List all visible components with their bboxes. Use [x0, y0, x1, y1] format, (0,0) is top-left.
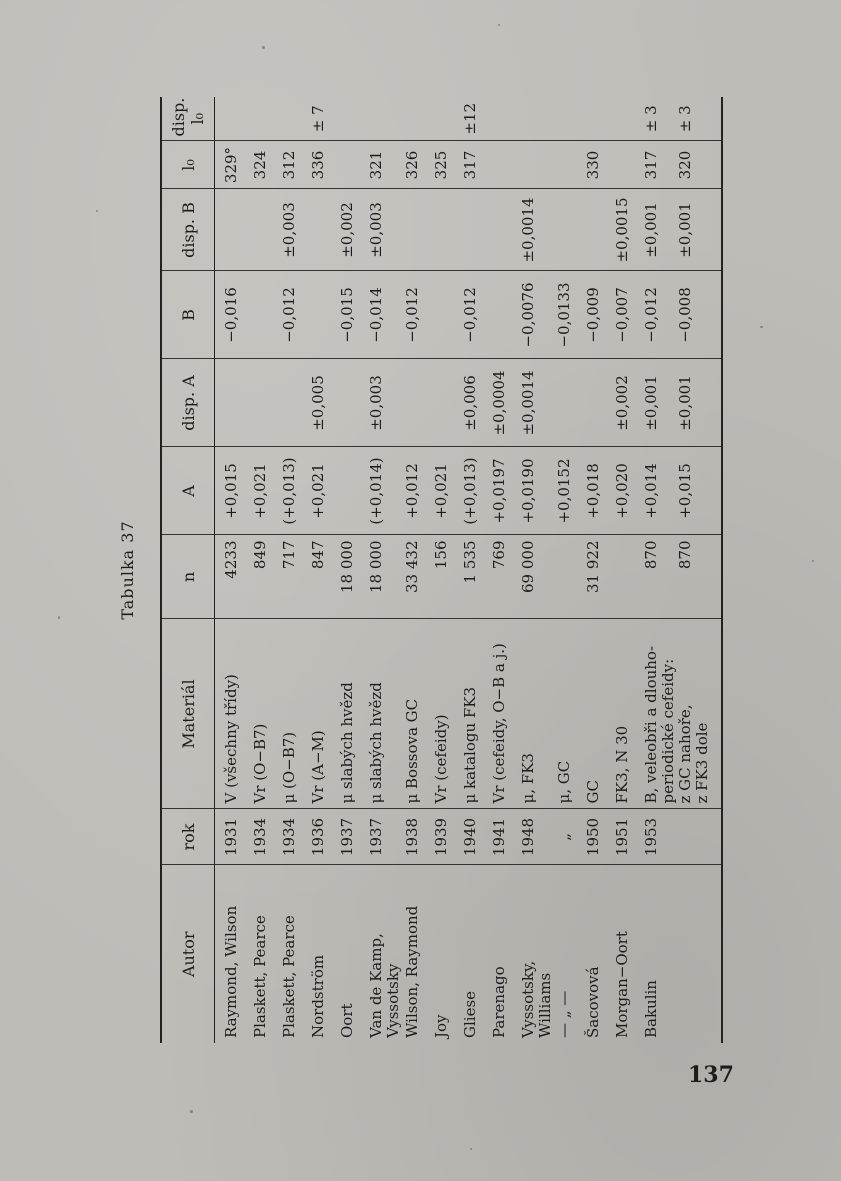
table-cell-dispb [555, 189, 584, 271]
table-cell-dispa: ±0,003 [367, 359, 403, 447]
table-cell-autor: Nordström [309, 865, 338, 1043]
table-cell-material: Vr (O−B7) [251, 619, 280, 809]
table-cell-l0 [338, 141, 367, 189]
table-cell-dispa: ±0,001 ±0,001 [642, 359, 722, 447]
table-cell-material: Vr (A−M) [309, 619, 338, 809]
table-cell-n: 769 [490, 535, 519, 619]
table-cell-n [555, 535, 584, 619]
table-cell-dispa [338, 359, 367, 447]
table-cell-material: μ slabých hvězd [367, 619, 403, 809]
table-cell-l0: 325 [432, 141, 461, 189]
table-cell-dispa [251, 359, 280, 447]
table-cell-material: FK3, N 30 [613, 619, 642, 809]
table-cell-n: 18 000 [338, 535, 367, 619]
table-cell-dispb: ±0,003 [280, 189, 309, 271]
table-cell-b: −0,012 [403, 271, 432, 359]
table-cell-displ0 [251, 97, 280, 141]
table-cell-n: 849 [251, 535, 280, 619]
table-cell-b [309, 271, 338, 359]
column-header: n [161, 535, 215, 619]
table-cell-l0 [519, 141, 555, 189]
table-cell-n: 870 870 [642, 535, 722, 619]
table-cell-dispb: ±0,0014 [519, 189, 555, 271]
table-cell-dispa [280, 359, 309, 447]
table-cell-n: 18 000 [367, 535, 403, 619]
table-cell-dispb: ±0,0015 [613, 189, 642, 271]
column-header: disp. B [161, 189, 215, 271]
table-cell-material: V (všechny třídy) [215, 619, 252, 809]
table-cell-dispa: ±0,002 [613, 359, 642, 447]
table-cell-b: −0,016 [215, 271, 252, 359]
table-row [555, 97, 584, 1043]
table-cell-b [432, 271, 461, 359]
table-cell-a: (+0,014) [367, 447, 403, 535]
table-cell-displ0: ±12 [461, 102, 479, 135]
table-cell-n: 717 [280, 535, 309, 619]
table-cell-dispa: ±0,005 [309, 359, 338, 447]
table-cell-b: −0,012 [461, 271, 490, 359]
table-cell-dispa: ±0,0004 [490, 359, 519, 447]
table-cell-displ0 [584, 97, 613, 141]
table-row [613, 97, 642, 1043]
table-cell-dispa [215, 359, 252, 447]
table-cell-rok: 1950 [584, 809, 613, 865]
table-cell-displ0 [403, 97, 432, 141]
table-cell-a: +0,021 [432, 447, 461, 535]
table-cell-a [338, 447, 367, 535]
table-cell-autor: Plaskett, Pearce [280, 865, 309, 1043]
table-row [642, 97, 722, 1043]
table-cell-a: +0,0152 [555, 447, 584, 535]
table-row [490, 97, 519, 1043]
table-cell-a: +0,014 +0,015 [642, 447, 722, 535]
table-cell-autor: Gliese [461, 865, 490, 1043]
table-cell-a: +0,021 [251, 447, 280, 535]
table-cell-dispb: ±0,002 [338, 189, 367, 271]
table-cell-l0: 312 [280, 141, 309, 189]
table-cell-l0: 329° [215, 141, 252, 189]
table-cell-rok: 1937 [338, 809, 367, 865]
table-cell-n [613, 535, 642, 619]
table-cell-a: (+0,013) [280, 447, 309, 535]
table-row [403, 97, 432, 1043]
table-cell-autor: Joy [432, 865, 461, 1043]
table-cell-autor: Oort [338, 865, 367, 1043]
table-cell-a: +0,021 [309, 447, 338, 535]
table-cell-n: 33 432 [403, 535, 432, 619]
column-header: B [161, 271, 215, 359]
table-cell-material: μ, FK3 [519, 619, 555, 809]
table-cell-b: −0,015 [338, 271, 367, 359]
table-cell-l0 [490, 141, 519, 189]
table-row [280, 97, 309, 1043]
column-header: disp. A [161, 359, 215, 447]
table-cell-displ0 [432, 97, 461, 141]
table-cell-autor: Šacovová [584, 865, 613, 1043]
table-cell-displ0 [490, 97, 519, 141]
table-cell-rok: 1931 [215, 809, 252, 865]
table-cell-rok: 1940 [461, 809, 490, 865]
table-cell-dispa [555, 359, 584, 447]
table-row [432, 97, 461, 1043]
table-cell-n: 4233 [215, 535, 252, 619]
table-cell-material: μ (O−B7) [280, 619, 309, 809]
table-cell-displ0: ± 7 [309, 105, 327, 133]
column-header: rok [161, 809, 215, 865]
table-cell-autor: Wilson, Raymond [403, 865, 432, 1043]
column-header: disp. l₀ [161, 97, 215, 141]
table-cell-dispb [403, 189, 432, 271]
table-cell-b: −0,007 [613, 271, 642, 359]
table-cell-material: GC [584, 619, 613, 809]
table-cell-rok: 1951 [613, 809, 642, 865]
table-cell-n: 69 000 [519, 535, 555, 619]
table-row [309, 97, 338, 1043]
table-cell-displ0 [613, 97, 642, 141]
table-cell-b: −0,0076 [519, 271, 555, 359]
table-cell-dispb: ±0,001 ±0,001 [642, 189, 722, 271]
table-cell-autor: Plaskett, Pearce [251, 865, 280, 1043]
data-table [160, 97, 723, 1043]
table-cell-material: B, veleobři a dlouho- periodické cefeidy: z GC nahoře, z FK3 dole [642, 619, 722, 809]
table-cell-l0: 317 320 [642, 141, 722, 189]
table-cell-rok: 1938 [403, 809, 432, 865]
table-cell-l0: 330 [584, 141, 613, 189]
table-row [251, 97, 280, 1043]
table-cell-dispb [584, 189, 613, 271]
table-cell-material: μ Bossova GC [403, 619, 432, 809]
column-header: Materiál [161, 619, 215, 809]
table-cell-rok: 1948 [519, 809, 555, 865]
table-cell-rok: 1937 [367, 809, 403, 865]
table-row [338, 97, 367, 1043]
table-cell-displ0 [338, 97, 367, 141]
table-cell-dispb [461, 189, 490, 271]
table-cell-material: μ slabých hvězd [338, 619, 367, 809]
table-cell-displ0 [519, 97, 555, 141]
table-cell-n: 156 [432, 535, 461, 619]
column-header: Autor [161, 865, 215, 1043]
table-cell-dispb [490, 189, 519, 271]
table-cell-b: −0,012 [280, 271, 309, 359]
table-cell-n: 1 535 [461, 535, 490, 619]
table-cell-dispb [215, 189, 252, 271]
table-cell-rok: 1936 [309, 809, 338, 865]
column-header: A [161, 447, 215, 535]
table-cell-b [490, 271, 519, 359]
table-cell-n: 31 922 [584, 535, 613, 619]
table-cell-autor: — „ — [555, 865, 584, 1043]
table-cell-material: Vr (cefeidy, O−B a j.) [490, 619, 519, 809]
table-cell-dispb [309, 189, 338, 271]
page-number: 137 [688, 1062, 734, 1088]
table-cell-b: −0,0133 [555, 271, 584, 359]
table-cell-dispa: ±0,0014 [519, 359, 555, 447]
table-cell-rok: 1953 [642, 809, 722, 865]
table-cell-a: +0,0197 [490, 447, 519, 535]
table-cell-b [251, 271, 280, 359]
table-cell-dispb [251, 189, 280, 271]
table-cell-displ0 [555, 97, 584, 141]
table-row [367, 97, 403, 1043]
table-cell-dispa [584, 359, 613, 447]
table-cell-a: +0,015 [215, 447, 252, 535]
table-cell-dispa [403, 359, 432, 447]
table-cell-l0: 317 [461, 141, 490, 189]
table-cell-l0 [555, 141, 584, 189]
table-cell-dispa [432, 359, 461, 447]
table-cell-autor: Bakulin [642, 865, 722, 1043]
table-cell-rok: „ [555, 809, 584, 865]
table-cell-b: −0,014 [367, 271, 403, 359]
table-cell-l0: 321 [367, 141, 403, 189]
table-row [461, 97, 490, 1043]
table-cell-a: +0,012 [403, 447, 432, 535]
table-cell-displ0 [215, 97, 252, 141]
rotated-table-block [110, 89, 730, 1051]
table-body [215, 97, 723, 1043]
table-row [584, 97, 613, 1043]
table-cell-material: μ katalogu FK3 [461, 619, 490, 809]
table-cell-rok: 1934 [251, 809, 280, 865]
table-row [215, 97, 252, 1043]
table-cell-n: 847 [309, 535, 338, 619]
table-cell-l0: 336 [309, 141, 338, 189]
table-cell-dispb [432, 189, 461, 271]
table-cell-dispa: ±0,006 [461, 359, 490, 447]
table-cell-a: +0,0190 [519, 447, 555, 535]
table-cell-autor: Van de Kamp, Vyssotsky [367, 865, 403, 1043]
table-cell-autor: Parenago [490, 865, 519, 1043]
table-cell-material: μ, GC [555, 619, 584, 809]
table-cell-autor: Morgan−Oort [613, 865, 642, 1043]
table-cell-displ0 [367, 97, 403, 141]
table-cell-autor: Raymond, Wilson [215, 865, 252, 1043]
table-cell-a: +0,020 [613, 447, 642, 535]
table-cell-material: Vr (cefeidy) [432, 619, 461, 809]
table-cell-l0: 326 [403, 141, 432, 189]
table-cell-dispb: ±0,003 [367, 189, 403, 271]
table-cell-a: (+0,013) [461, 447, 490, 535]
table-cell-rok: 1939 [432, 809, 461, 865]
table-cell-displ0: ± 3 ± 3 [642, 97, 722, 141]
table-cell-b: −0,009 [584, 271, 613, 359]
table-cell-l0: 324 [251, 141, 280, 189]
table-cell-rok: 1941 [490, 809, 519, 865]
table-cell-displ0 [280, 97, 309, 141]
column-header: l₀ [161, 141, 215, 189]
table-cell-a: +0,018 [584, 447, 613, 535]
table-row [519, 97, 555, 1043]
header-row [161, 97, 215, 1043]
table-cell-b: −0,012 −0,008 [642, 271, 722, 359]
table-caption: Tabulka 37 [118, 520, 137, 620]
table-cell-rok: 1934 [280, 809, 309, 865]
table-cell-autor: Vyssotsky, Williams [519, 865, 555, 1043]
table-cell-l0 [613, 141, 642, 189]
